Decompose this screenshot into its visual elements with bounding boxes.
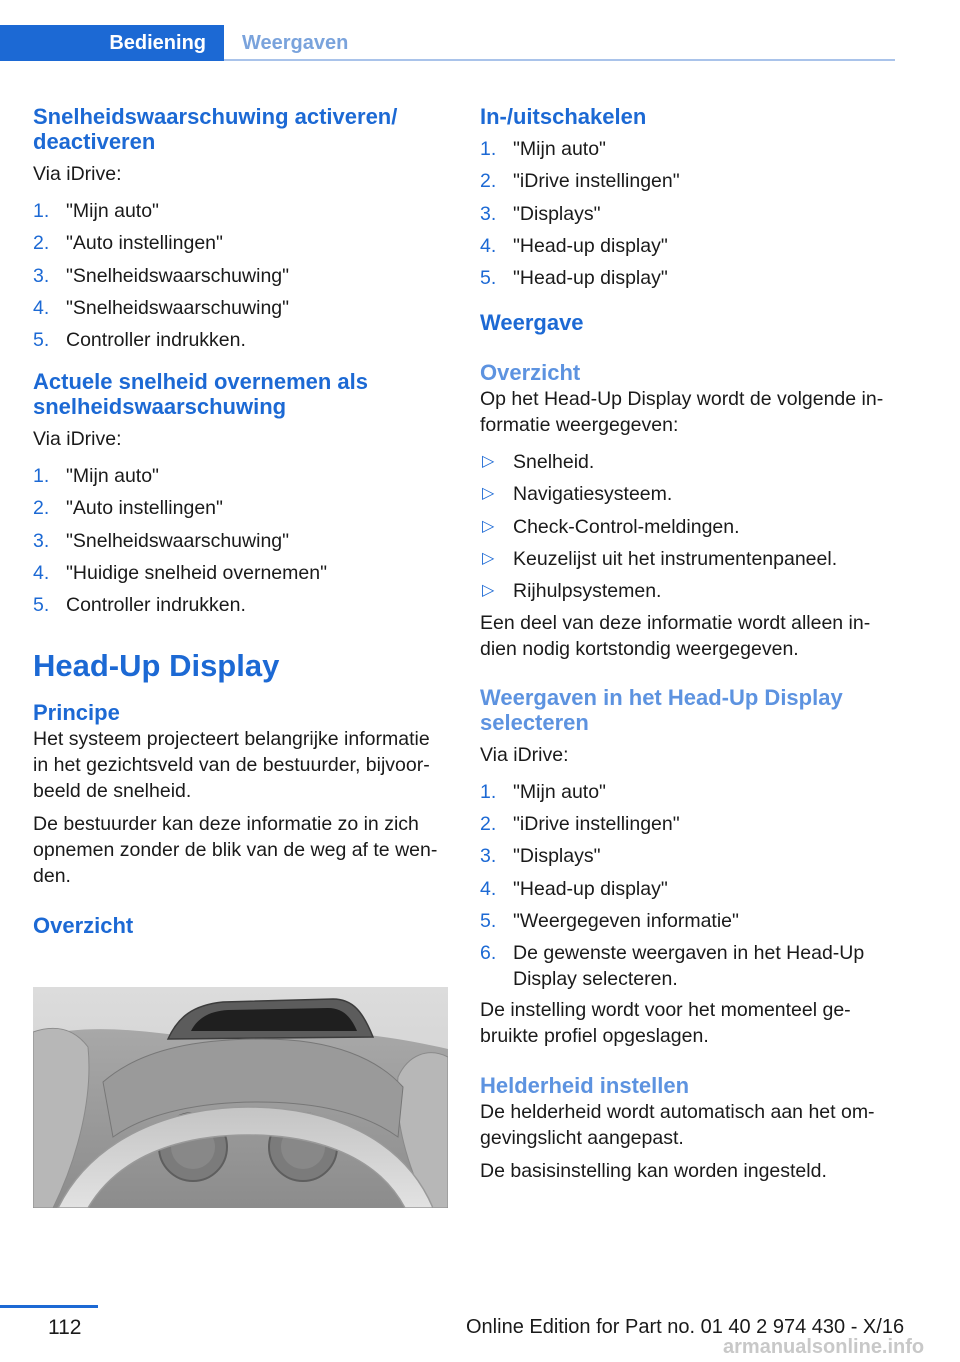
head-up-display-figure [33, 987, 448, 1208]
via-idrive-text: Via iDrive: [480, 743, 569, 766]
steps-list-on-off [480, 136, 900, 291]
brightness-paragraph-2: De basisinstelling kan worden ingesteld. [480, 1160, 827, 1183]
overzicht-title: Overzicht [33, 913, 134, 939]
list-item: 2. "Auto instellingen" [33, 497, 223, 520]
tab-weergaven[interactable]: Weergaven [242, 31, 349, 54]
chapter-title: Head-Up Display [33, 648, 280, 684]
tab-bediening[interactable]: Bediening [0, 25, 224, 61]
list-item: 2. "iDrive instellingen" [480, 170, 680, 193]
overzicht-paragraph: Op het Head-Up Display wordt de volgende in- formatie weergegeven: [480, 388, 884, 437]
select-paragraph: De instelling wordt voor het momenteel ge- bruikte profiel opgeslagen. [480, 999, 851, 1048]
section-title-adopt-speed [33, 369, 449, 419]
title-line: Actuele snelheid overnemen als [33, 369, 369, 395]
steps-list-adopt-speed [33, 463, 449, 618]
overzicht-bullet-list [480, 449, 900, 604]
list-item: 5. Controller indrukken. [33, 329, 246, 352]
footer-rule [0, 1305, 98, 1308]
list-item: ▷ Rijhulpsystemen. [482, 580, 662, 603]
list-item: 1. "Mijn auto" [33, 200, 159, 222]
list-item: 1. "Mijn auto" [33, 465, 159, 488]
list-item: 1. "Mijn auto" [480, 780, 606, 803]
principe-paragraph-1: Het systeem projecteert belangrijke informatie in het gezichtsveld van de bestuurder, bijvoor- beeld de snelheid. [33, 728, 430, 803]
via-idrive-text: Via iDrive: [33, 428, 122, 451]
list-item: 4. "Snelheidswaarschuwing" [33, 296, 290, 319]
list-item: ▷ Check-Control-meldingen. [482, 515, 740, 538]
list-item: 5. "Head-up display" [480, 267, 668, 290]
list-item: 5. Controller indrukken. [33, 594, 246, 617]
title-line: Snelheidswaarschuwing activeren/ [33, 104, 398, 129]
list-item: 6. De gewenste weergaven in het Head-Up Display selecteren. [480, 942, 865, 991]
list-item: 3. "Displays" [480, 202, 601, 225]
section-title-speed-warning [33, 104, 449, 154]
steps-list-select-displays [480, 779, 900, 992]
page-number: 112 [48, 1316, 82, 1339]
via-idrive-text: Via iDrive: [33, 163, 122, 185]
section-title-on-off: In-/uitschakelen [480, 104, 647, 129]
right-column [480, 100, 900, 1184]
overzicht-subtitle: Overzicht [480, 360, 581, 386]
list-item: 3. "Snelheidswaarschuwing" [33, 264, 290, 287]
steps-list-speed-warning [33, 198, 449, 353]
list-item: 5. "Weergegeven informatie" [480, 909, 739, 932]
list-item: 4. "Huidige snelheid overnemen" [33, 562, 328, 585]
overzicht-paragraph-2: Een deel van deze informatie wordt alleen in- dien nodig kortstondig weergegeven. [480, 611, 871, 660]
list-item: 4. "Head-up display" [480, 234, 668, 257]
list-item: 1. "Mijn auto" [480, 138, 606, 160]
list-item: 3. "Displays" [480, 845, 601, 868]
dashboard-illustration [33, 987, 448, 1208]
principe-paragraph-2: De bestuurder kan deze informatie zo in zich opnemen zonder de blik van de weg af te wen- den. [33, 813, 438, 888]
brightness-title: Helderheid instellen [480, 1073, 690, 1099]
list-item: 2. "Auto instellingen" [33, 232, 223, 255]
principe-title: Principe [33, 700, 120, 726]
brightness-paragraph-1: De helderheid wordt automatisch aan het om- gevingslicht aangepast. [480, 1101, 875, 1150]
list-item: ▷ Keuzelijst uit het instrumentenpaneel. [482, 548, 838, 571]
list-item: ▷ Snelheid. [482, 451, 595, 474]
weergave-title: Weergave [480, 310, 584, 336]
title-line: snelheidswaarschuwing [33, 394, 287, 420]
list-item: 4. "Head-up display" [480, 877, 668, 900]
list-item: 3. "Snelheidswaarschuwing" [33, 529, 290, 552]
title-line: deactiveren [33, 129, 156, 154]
chapter-tab-bar [0, 25, 895, 61]
edition-text: Online Edition for Part no. 01 40 2 974 430 - X/16 [466, 1316, 905, 1338]
tab-divider [224, 59, 895, 61]
select-displays-title: Weergaven in het Head-Up Display selecteren [480, 684, 843, 735]
watermark: armanualsonline.info [723, 1336, 925, 1358]
list-item: 2. "iDrive instellingen" [480, 812, 680, 835]
left-column [33, 100, 449, 938]
list-item: ▷ Navigatiesysteem. [482, 483, 673, 506]
